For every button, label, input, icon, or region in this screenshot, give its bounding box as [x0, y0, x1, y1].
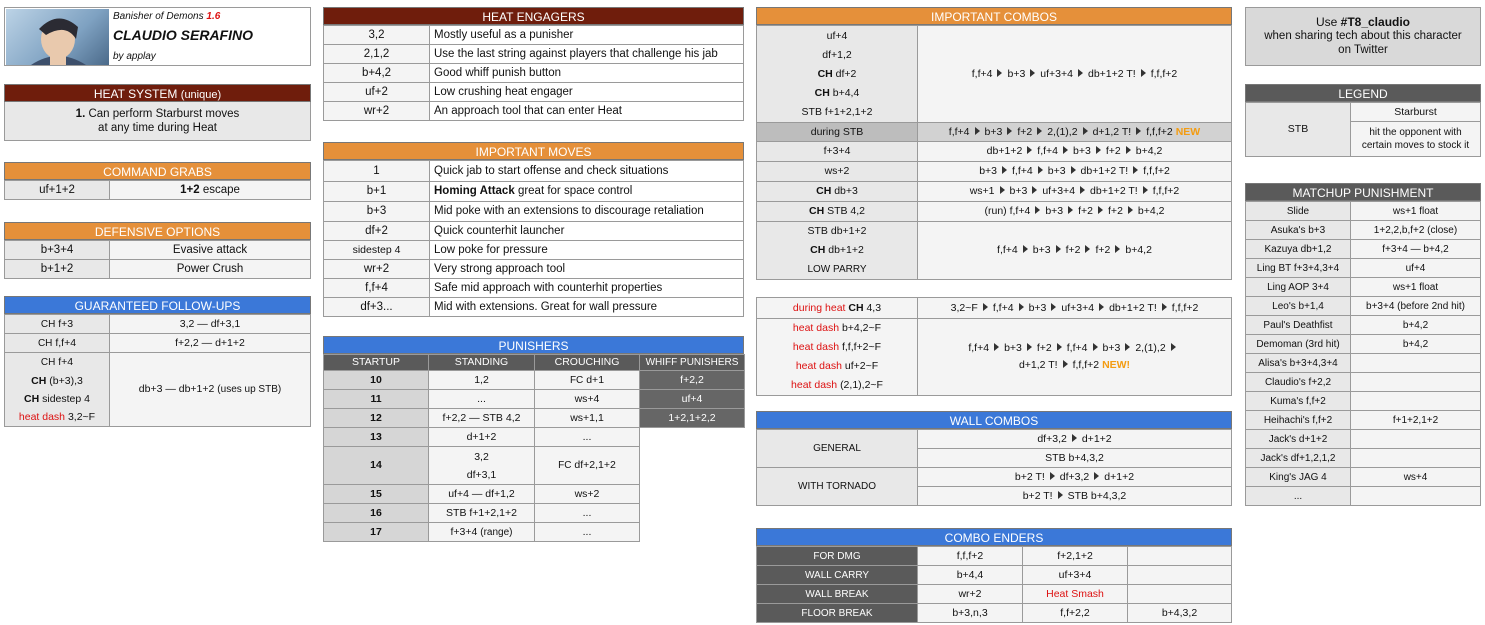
legend-title: LEGEND — [1245, 84, 1481, 102]
table-cell: Asuka's b+3 — [1246, 221, 1351, 240]
table-row — [5, 334, 311, 353]
arrow-icon — [983, 303, 988, 311]
table-cell: Quick counterhit launcher — [430, 222, 744, 241]
table-cell: STB — [1246, 103, 1351, 157]
table-cell: ws+1 float — [1351, 202, 1481, 221]
table-cell: b+3 f,f+4 b+3 db+1+2 T! f,f,f+2 — [918, 162, 1232, 182]
table-cell: FOR DMG — [757, 547, 918, 566]
table-cell: 3,2~F f,f+4 b+3 uf+3+4 db+1+2 T! f,f,f+2 — [918, 298, 1232, 319]
table-cell: 14 — [324, 447, 429, 485]
table-cell: 10 — [324, 371, 429, 390]
table-cell: uf+2 — [324, 83, 430, 102]
arrow-icon — [1030, 69, 1035, 77]
table-row — [1246, 278, 1481, 297]
arrow-icon — [1019, 303, 1024, 311]
table-cell: WHIFF PUNISHERS — [640, 355, 745, 371]
table-cell: db+1+2 f,f+4 b+3 f+2 b+4,2 — [918, 142, 1232, 162]
table-cell: f+2,2 — STB 4,2 — [429, 409, 535, 428]
table-row — [1246, 392, 1481, 411]
arrow-icon — [1126, 146, 1131, 154]
table-cell: ... — [535, 523, 640, 542]
table-cell: CH db+3 — [757, 182, 918, 202]
table-cell: CH STB 4,2 — [757, 202, 918, 222]
table-cell: Jack's d+1+2 — [1246, 430, 1351, 449]
character-name: CLAUDIO SERAFINO — [113, 27, 253, 43]
arrow-icon — [1125, 343, 1130, 351]
table-cell: 13 — [324, 428, 429, 447]
table-cell: uf+4 — [640, 390, 745, 409]
table-cell: CH f+4 CH (b+3),3 CH sidestep 4 heat dash 3,2~F — [5, 353, 110, 427]
arrow-icon — [994, 343, 999, 351]
table-cell: ... — [535, 504, 640, 523]
table-cell: Slide — [1246, 202, 1351, 221]
table-cell: uf+4 — df+1,2 — [429, 485, 535, 504]
twitter-note: Use #T8_claudio when sharing tech about this character on Twitter — [1245, 7, 1481, 66]
table-cell — [1128, 566, 1232, 585]
table-cell — [1351, 430, 1481, 449]
table-cell: heat dash b+4,2~F heat dash f,f,f+2~F heat dash uf+2~F heat dash (2,1),2~F — [757, 319, 918, 396]
table-cell: b+4,2 — [324, 64, 430, 83]
table-row — [1246, 430, 1481, 449]
table-cell: 12 — [324, 409, 429, 428]
table-cell: Mid poke with an extensions to discourage retaliation — [430, 202, 744, 222]
table-cell: sidestep 4 — [324, 241, 430, 260]
heat-system-desc: 1. Can perform Starburst moves at any time during Heat — [4, 102, 311, 141]
table-row — [324, 26, 744, 45]
arrow-icon — [1136, 127, 1141, 135]
arrow-icon — [1050, 472, 1055, 480]
table-cell — [1128, 585, 1232, 604]
table-cell: uf+3+4 — [1023, 566, 1128, 585]
table-cell: ws+4 — [1351, 468, 1481, 487]
arrow-icon — [1078, 69, 1083, 77]
table-row — [757, 202, 1232, 222]
table-cell: f+3+4 — b+4,2 — [1351, 240, 1481, 259]
table-cell: Mid with extensions. Great for wall pressure — [430, 298, 744, 317]
table-cell: ws+2 — [757, 162, 918, 182]
table-row — [1246, 297, 1481, 316]
guaranteed-followups-panel — [4, 296, 311, 427]
table-row — [757, 319, 1232, 396]
table-cell: b+4,4 — [918, 566, 1023, 585]
table-row — [757, 468, 1232, 487]
arrow-icon — [1133, 166, 1138, 174]
arrow-icon — [1096, 146, 1101, 154]
table-cell: 2,1,2 — [324, 45, 430, 64]
table-cell: during STB — [757, 123, 918, 142]
table-row — [324, 161, 744, 182]
table-row — [324, 102, 744, 121]
table-cell: df+2 — [324, 222, 430, 241]
table-cell: ws+2 — [535, 485, 640, 504]
table-cell: King's JAG 4 — [1246, 468, 1351, 487]
table-row — [324, 390, 745, 409]
table-cell: f+1+2,1+2 — [1351, 411, 1481, 430]
table-cell: f+3+4 — [757, 142, 918, 162]
table-cell: Ling BT f+3+4,3+4 — [1246, 259, 1351, 278]
table-cell: Kazuya db+1,2 — [1246, 240, 1351, 259]
table-cell — [640, 523, 745, 542]
important-moves-panel — [323, 142, 744, 317]
table-cell: Demoman (3rd hit) — [1246, 335, 1351, 354]
table-cell: Good whiff punish button — [430, 64, 744, 83]
arrow-icon — [1141, 69, 1146, 77]
table-cell: Kuma's f,f+2 — [1246, 392, 1351, 411]
arrow-icon — [1093, 343, 1098, 351]
table-cell — [1128, 547, 1232, 566]
table-cell: f+3+4 (range) — [429, 523, 535, 542]
table-cell — [640, 447, 745, 485]
table-row — [324, 485, 745, 504]
table-cell: ... — [429, 390, 535, 409]
arrow-icon — [1083, 127, 1088, 135]
table-row — [324, 279, 744, 298]
table-row — [1246, 316, 1481, 335]
table-row — [1246, 449, 1481, 468]
table-cell: CH f+3 — [5, 315, 110, 334]
table-row — [324, 504, 745, 523]
table-cell: ws+1 b+3 uf+3+4 db+1+2 T! f,f,f+2 — [918, 182, 1232, 202]
table-row — [757, 604, 1232, 623]
table-cell: ws+1 float — [1351, 278, 1481, 297]
arrow-icon — [1094, 472, 1099, 480]
arrow-icon — [1162, 303, 1167, 311]
table-cell: Paul's Deathfist — [1246, 316, 1351, 335]
command-grabs-title: COMMAND GRABS — [4, 162, 311, 180]
table-cell: wr+2 — [324, 260, 430, 279]
table-row: b+3+4 Evasive attack — [5, 241, 311, 260]
arrow-icon — [975, 127, 980, 135]
table-cell — [640, 504, 745, 523]
table-row — [757, 222, 1232, 280]
table-cell: f+2,2 — [640, 371, 745, 390]
table-cell: An approach tool that can enter Heat — [430, 102, 744, 121]
arrow-icon — [1056, 245, 1061, 253]
table-row — [324, 182, 744, 202]
table-row — [324, 298, 744, 317]
table-cell: b+2 T! df+3,2 d+1+2 — [918, 468, 1232, 487]
table-cell: b+2 T! STB b+4,3,2 — [918, 487, 1232, 506]
arrow-icon — [1171, 343, 1176, 351]
arrow-icon — [1058, 491, 1063, 499]
table-cell: f,f+2,2 — [1023, 604, 1128, 623]
table-cell: 17 — [324, 523, 429, 542]
punishers-panel — [323, 336, 744, 542]
table-cell: 3,2 — df+3,1 — [110, 315, 311, 334]
grab-move: uf+1+2 — [5, 181, 110, 200]
wall-combos-title: WALL COMBOS — [756, 411, 1232, 429]
table-cell: ... — [535, 428, 640, 447]
defensive-options-panel — [4, 222, 311, 279]
table-cell: b+4,2 — [1351, 316, 1481, 335]
table-row: b+1+2 Power Crush — [5, 260, 311, 279]
table-cell: 1 — [324, 161, 430, 182]
table-cell: Low poke for pressure — [430, 241, 744, 260]
arrow-icon — [1099, 303, 1104, 311]
table-cell: ... — [1246, 487, 1351, 506]
table-cell: (run) f,f+4 b+3 f+2 f+2 b+4,2 — [918, 202, 1232, 222]
table-row — [757, 547, 1232, 566]
table-cell — [640, 428, 745, 447]
arrow-icon — [1035, 206, 1040, 214]
author: by applay — [113, 51, 156, 62]
table-cell: Mostly useful as a punisher — [430, 26, 744, 45]
table-cell: f,f+4 b+3 f+2 f+2 b+4,2 — [918, 222, 1232, 280]
table-row — [324, 64, 744, 83]
table-row — [324, 428, 745, 447]
table-cell: WALL CARRY — [757, 566, 918, 585]
table-cell: f+2,2 — d+1+2 — [110, 334, 311, 353]
table-cell: WITH TORNADO — [757, 468, 918, 506]
heat-engagers-title: HEAT ENGAGERS — [323, 7, 744, 25]
table-cell — [1351, 354, 1481, 373]
wall-combos-panel — [756, 411, 1232, 506]
table-row — [324, 202, 744, 222]
table-cell: b+3+4 (before 2nd hit) — [1351, 297, 1481, 316]
table-cell: Jack's df+1,2,1,2 — [1246, 449, 1351, 468]
table-row — [757, 26, 1232, 123]
punishers-title: PUNISHERS — [323, 336, 744, 354]
table-cell: Homing Attack great for space control — [430, 182, 744, 202]
table-cell: f,f+4 b+3 f+2 2,(1),2 d+1,2 T! f,f,f+2 NEW — [918, 123, 1232, 142]
table-row — [324, 371, 745, 390]
table-cell — [1351, 373, 1481, 392]
important-moves-title: IMPORTANT MOVES — [323, 142, 744, 160]
table-row — [5, 353, 311, 427]
table-cell: CROUCHING — [535, 355, 640, 371]
character-header — [4, 7, 311, 66]
arrow-icon — [1027, 146, 1032, 154]
table-cell: uf+4 df+1,2 CH df+2 CH b+4,4 STB f+1+2,1+2 — [757, 26, 918, 123]
table-cell: GENERAL — [757, 430, 918, 468]
table-cell: wr+2 — [918, 585, 1023, 604]
table-cell: b+1 — [324, 182, 430, 202]
table-cell: 15 — [324, 485, 429, 504]
table-cell: Heihachi's f,f+2 — [1246, 411, 1351, 430]
arrow-icon — [1115, 245, 1120, 253]
table-row — [324, 409, 745, 428]
arrow-icon — [1000, 186, 1005, 194]
guaranteed-title: GUARANTEED FOLLOW-UPS — [4, 296, 311, 314]
arrow-icon — [1085, 245, 1090, 253]
important-combos-title: IMPORTANT COMBOS — [756, 7, 1232, 25]
arrow-icon — [1002, 166, 1007, 174]
table-row — [757, 585, 1232, 604]
table-row — [757, 430, 1232, 449]
arrow-icon — [1072, 434, 1077, 442]
arrow-icon — [997, 69, 1002, 77]
arrow-icon — [1063, 360, 1068, 368]
table-cell: b+4,2 — [1351, 335, 1481, 354]
grab-escape: 1+2 escape — [110, 181, 311, 200]
table-row — [324, 260, 744, 279]
table-cell: Ling AOP 3+4 — [1246, 278, 1351, 297]
arrow-icon — [1007, 127, 1012, 135]
table-cell: f+2,1+2 — [1023, 547, 1128, 566]
table-row — [1246, 354, 1481, 373]
table-cell: 1,2 — [429, 371, 535, 390]
arrow-icon — [1032, 186, 1037, 194]
table-cell: wr+2 — [324, 102, 430, 121]
table-cell: ws+1,1 — [535, 409, 640, 428]
table-row — [1246, 335, 1481, 354]
table-row — [324, 45, 744, 64]
table-cell: Use the last string against players that challenge his jab — [430, 45, 744, 64]
arrow-icon — [1037, 127, 1042, 135]
table-cell: STB db+1+2 CH db+1+2 LOW PARRY — [757, 222, 918, 280]
table-row — [757, 142, 1232, 162]
table-cell: uf+4 — [1351, 259, 1481, 278]
table-cell: 16 — [324, 504, 429, 523]
arrow-icon — [1080, 186, 1085, 194]
matchup-punishment-panel — [1245, 183, 1481, 506]
table-cell: db+3 — db+1+2 (uses up STB) — [110, 353, 311, 427]
table-row — [1246, 487, 1481, 506]
table-cell: 3,2 df+3,1 — [429, 447, 535, 485]
table-row — [324, 222, 744, 241]
table-cell: Very strong approach tool — [430, 260, 744, 279]
defensive-title: DEFENSIVE OPTIONS — [4, 222, 311, 240]
table-row — [1246, 221, 1481, 240]
arrow-icon — [1057, 343, 1062, 351]
table-row — [324, 447, 745, 485]
table-cell: FLOOR BREAK — [757, 604, 918, 623]
table-cell: Claudio's f+2,2 — [1246, 373, 1351, 392]
table-cell: f,f,f+2 — [918, 547, 1023, 566]
subtitle: Banisher of Demons 1.6 — [113, 11, 221, 22]
arrow-icon — [1027, 343, 1032, 351]
table-cell: STANDING — [429, 355, 535, 371]
table-row — [1246, 240, 1481, 259]
arrow-icon — [1063, 146, 1068, 154]
combo-sequence: f,f+4 b+3 uf+3+4 db+1+2 T! f,f,f+2 — [918, 26, 1232, 123]
table-cell: f,f+4 — [324, 279, 430, 298]
heat-system-title: HEAT SYSTEM (unique) — [4, 84, 311, 102]
arrow-icon — [1038, 166, 1043, 174]
table-cell: 3,2 — [324, 26, 430, 45]
table-cell: df+3... — [324, 298, 430, 317]
table-cell: Starburst — [1351, 103, 1481, 122]
command-grabs-panel — [4, 162, 311, 200]
table-cell: 1+2,2,b,f+2 (close) — [1351, 221, 1481, 240]
table-cell: Quick jab to start offense and check situations — [430, 161, 744, 182]
matchup-title: MATCHUP PUNISHMENT — [1245, 183, 1481, 201]
arrow-icon — [1098, 206, 1103, 214]
table-cell — [640, 485, 745, 504]
table-row — [324, 83, 744, 102]
table-cell: 11 — [324, 390, 429, 409]
arrow-icon — [1023, 245, 1028, 253]
table-cell — [1351, 487, 1481, 506]
table-row — [1246, 411, 1481, 430]
table-cell: hit the opponent with certain moves to stock it — [1351, 122, 1481, 157]
table-row — [1246, 202, 1481, 221]
arrow-icon — [1071, 166, 1076, 174]
table-cell: STARTUP — [324, 355, 429, 371]
table-row — [757, 123, 1232, 142]
combo-enders-title: COMBO ENDERS — [756, 528, 1232, 546]
table-cell: Safe mid approach with counterhit properties — [430, 279, 744, 298]
table-cell: b+3 — [324, 202, 430, 222]
table-row — [324, 241, 744, 260]
table-cell: FC df+2,1+2 — [535, 447, 640, 485]
table-row — [5, 315, 311, 334]
table-cell: Leo's b+1,4 — [1246, 297, 1351, 316]
table-row — [757, 182, 1232, 202]
combo-enders-panel — [756, 528, 1232, 623]
arrow-icon — [1128, 206, 1133, 214]
table-cell: FC d+1 — [535, 371, 640, 390]
table-cell: STB f+1+2,1+2 — [429, 504, 535, 523]
avatar — [6, 9, 109, 65]
table-row — [1246, 373, 1481, 392]
table-row — [324, 523, 745, 542]
table-cell: b+4,3,2 — [1128, 604, 1232, 623]
table-cell: f,f+4 b+3 f+2 f,f+4 b+3 2,(1),2 d+1,2 T! f,f,f+2 NEW! — [918, 319, 1232, 396]
arrow-icon — [1068, 206, 1073, 214]
table-cell: Heat Smash — [1023, 585, 1128, 604]
table-cell — [1351, 449, 1481, 468]
table-cell: CH f,f+4 — [5, 334, 110, 353]
table-row — [757, 162, 1232, 182]
table-row — [757, 298, 1232, 319]
table-cell: Low crushing heat engager — [430, 83, 744, 102]
legend-panel — [1245, 84, 1481, 157]
heat-combos-panel — [756, 297, 1232, 396]
arrow-icon — [1051, 303, 1056, 311]
table-row — [1246, 259, 1481, 278]
table-cell: STB b+4,3,2 — [918, 449, 1232, 468]
table-cell: 1+2,1+2,2 — [640, 409, 745, 428]
table-cell: d+1+2 — [429, 428, 535, 447]
table-cell: b+3,n,3 — [918, 604, 1023, 623]
table-cell: Alisa's b+3+4,3+4 — [1246, 354, 1351, 373]
table-cell: during heat CH 4,3 — [757, 298, 918, 319]
table-cell: df+3,2 d+1+2 — [918, 430, 1232, 449]
heat-engagers-panel — [323, 7, 744, 121]
important-combos-panel — [756, 7, 1232, 280]
table-cell: ws+4 — [535, 390, 640, 409]
arrow-icon — [1143, 186, 1148, 194]
table-row — [757, 566, 1232, 585]
table-row — [1246, 468, 1481, 487]
heat-system-panel — [4, 84, 311, 141]
table-cell: WALL BREAK — [757, 585, 918, 604]
table-cell — [1351, 392, 1481, 411]
